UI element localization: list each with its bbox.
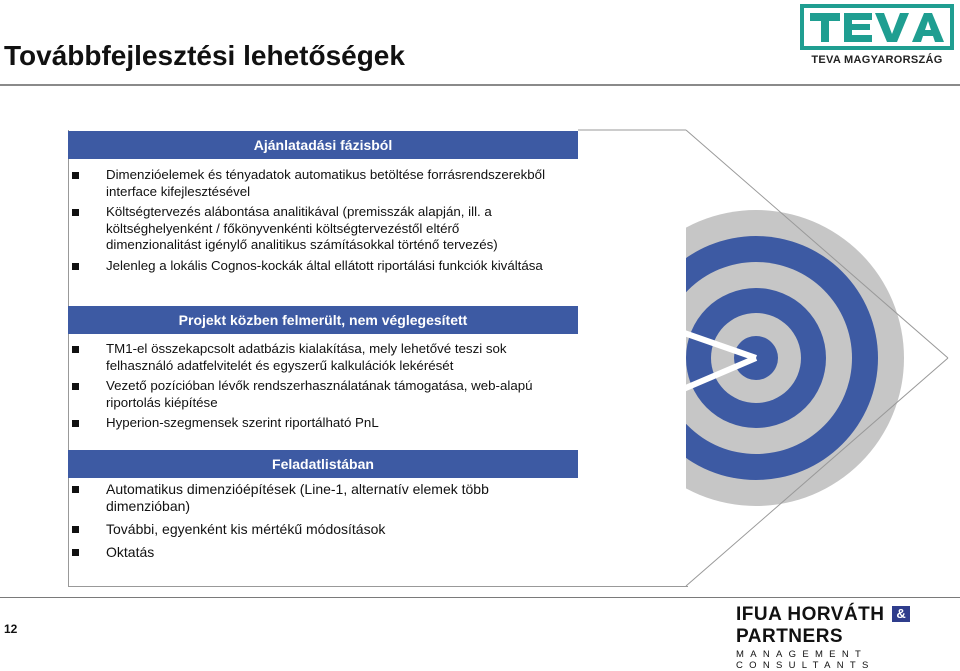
teva-subtitle: TEVA MAGYARORSZÁG	[811, 54, 943, 66]
list-item: Oktatás	[68, 544, 538, 561]
ifua-horvath-logo	[736, 604, 960, 671]
list-item: TM1-el összekapcsolt adatbázis kialakítása, mely lehetővé teszi sok felhasználó adatfelvitelét és egyszerű kalkulációk lekérését	[68, 341, 568, 374]
company-tagline: MANAGEMENT CONSULTANTS	[736, 649, 875, 671]
section-header-during-project: Projekt közben felmerült, nem véglegesített	[68, 306, 578, 334]
list-item: Vezető pozícióban lévők rendszerhasználatának támogatása, web-alapú riportolás kiépítése	[68, 378, 568, 411]
section-list-during-project	[68, 341, 568, 436]
section-list-offer-phase	[68, 167, 558, 278]
panel-bottom-border	[68, 586, 688, 587]
company-name-part1: IFUA HORVÁTH	[736, 604, 885, 625]
list-item: Jelenleg a lokális Cognos-kockák által ellátott riportálási funkciók kiváltása	[68, 258, 558, 275]
list-item: Költségtervezés alábontása analitikával (premisszák alapján, ill. a költséghelyenként / főkönyvenkénti költségtervezéstől eltérő dimenzionalitást igénylő analitikus számításokkal történő tervezés)	[68, 204, 558, 254]
ampersand-mark: &	[892, 606, 910, 622]
page-number: 12	[4, 622, 18, 636]
company-name-part2: PARTNERS	[736, 626, 844, 647]
section-list-task-list	[68, 481, 538, 567]
list-item: Dimenzióelemek és tényadatok automatikus betöltése forrásrendszerekből interface kifejlesztésével	[68, 167, 558, 200]
section-header-offer-phase: Ajánlatadási fázisból	[68, 131, 578, 159]
slide-title: Továbbfejlesztési lehetőségek	[4, 40, 405, 71]
list-item: További, egyenként kis mértékű módosítások	[68, 521, 538, 538]
section-header-task-list: Feladatlistában	[68, 450, 578, 478]
footer-divider	[0, 597, 960, 598]
list-item: Automatikus dimenzióépítések (Line-1, alternatív elemek több dimenzióban)	[68, 481, 538, 515]
list-item: Hyperion-szegmensek szerint riportálható PnL	[68, 415, 568, 432]
